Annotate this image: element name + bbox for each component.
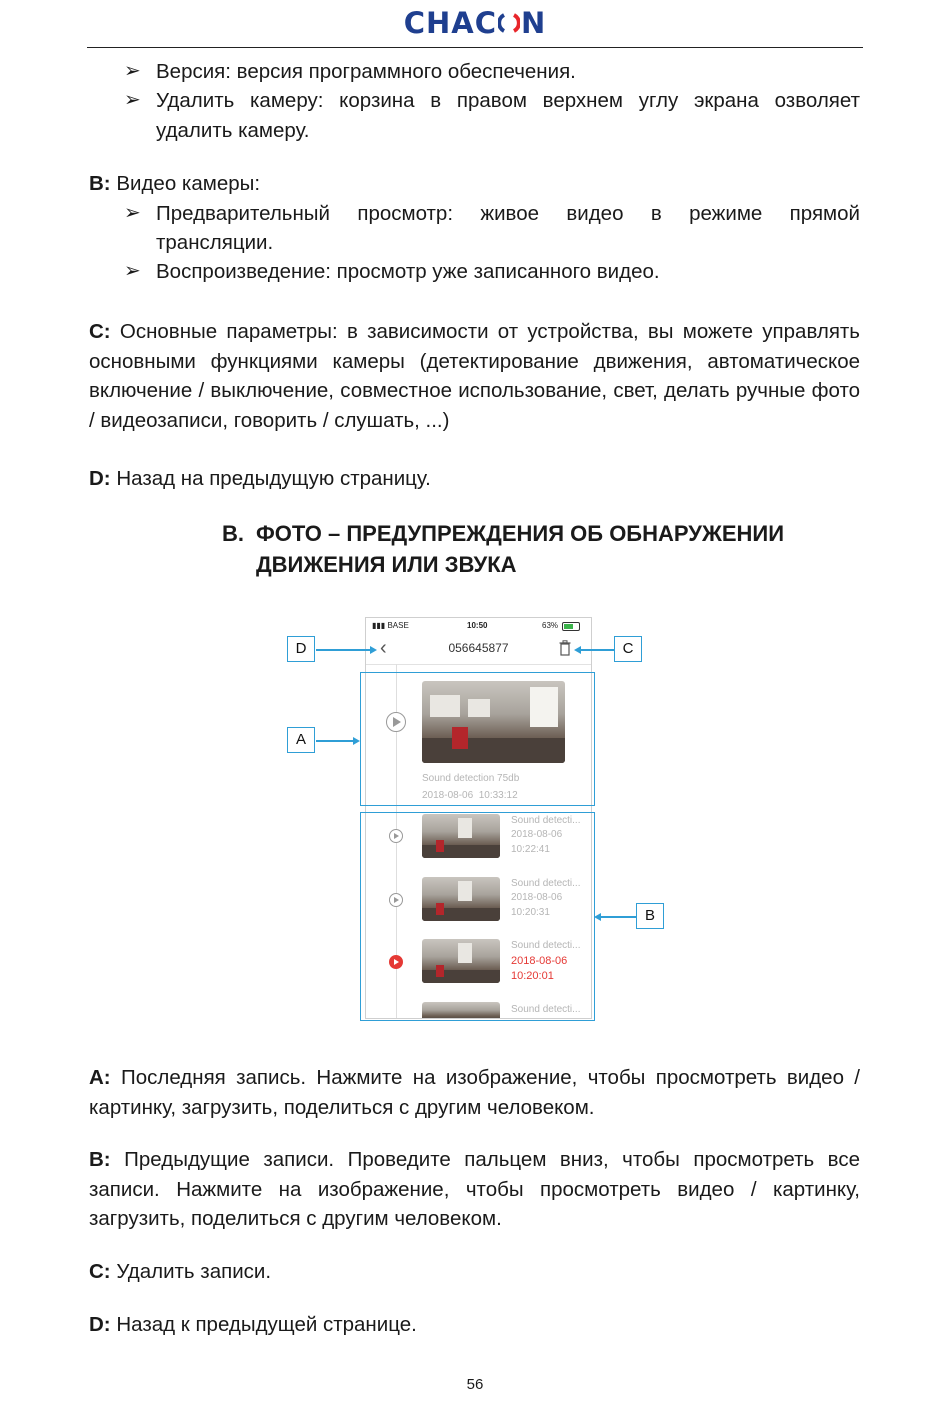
- back-chevron-icon[interactable]: ‹: [380, 637, 387, 659]
- camera-id-title: 056645877: [448, 641, 509, 655]
- status-bar: [366, 618, 591, 634]
- legend-d: [89, 1310, 417, 1340]
- chacon-logo: [0, 6, 950, 40]
- bullet-arrow-icon: ➢: [124, 89, 141, 111]
- legend-c-text: Удалить записи.: [116, 1260, 272, 1283]
- header-rule: [87, 47, 863, 48]
- legend-d-label: D:: [89, 1313, 111, 1336]
- record-label: Sound detecti...: [511, 878, 581, 889]
- legend-a: [89, 1063, 860, 1122]
- legend-a-text: Последняя запись. Нажмите на изображение, чтобы просмотреть видео / картинку, загрузить, поделиться с другим человеком.: [89, 1066, 860, 1119]
- bullet-delete-camera-line1: Удалить камеру: корзина в правом верхнем углу экрана озволяет: [156, 89, 860, 112]
- page-number: 56: [466, 1376, 484, 1393]
- arrow-right-icon: [370, 646, 377, 654]
- record-date: 2018-08-06: [511, 829, 563, 840]
- bullet-preview-line1: Предварительный просмотр: живое видео в режиме прямой: [156, 202, 860, 225]
- bullet-playback: Воспроизведение: просмотр уже записанного видео.: [156, 260, 660, 283]
- d-paragraph: [89, 464, 431, 494]
- phone-nav-bar: [366, 634, 591, 665]
- bullet-delete-camera-line2: удалить камеру.: [156, 119, 310, 142]
- legend-c: [89, 1257, 271, 1287]
- record-date-active: 2018-08-06: [511, 955, 568, 967]
- record-time: 10:22:41: [511, 844, 550, 855]
- c-paragraph-label: C:: [89, 320, 111, 343]
- record-label: Sound detecti...: [511, 815, 581, 826]
- callout-box-b: [360, 812, 595, 1021]
- status-battery-text: 63%: [542, 621, 559, 630]
- callout-line-c: [580, 649, 614, 651]
- video-section-label: B:: [89, 172, 111, 195]
- latest-record-label: Sound detection 75db: [422, 773, 520, 784]
- bullet-arrow-icon: ➢: [124, 260, 141, 282]
- record-time: 10:20:31: [511, 907, 550, 918]
- legend-d-text: Назад к предыдущей странице.: [116, 1313, 417, 1336]
- video-section-heading: [89, 169, 260, 199]
- callout-line-b: [600, 916, 636, 918]
- video-section-title: Видео камеры:: [116, 172, 261, 195]
- section-b-title: ФОТО – ПРЕДУПРЕЖДЕНИЯ ОБ ОБНАРУЖЕНИИ ДВИЖЕНИЯ ИЛИ ЗВУКА: [256, 521, 785, 577]
- bullet-arrow-icon: ➢: [124, 60, 141, 82]
- legend-c-label: C:: [89, 1260, 111, 1283]
- record-label: Sound detecti...: [511, 940, 581, 951]
- callout-label-d: D: [287, 636, 315, 662]
- bullet-arrow-icon: ➢: [124, 202, 141, 224]
- c-paragraph: [89, 317, 860, 435]
- c-paragraph-text: Основные параметры: в зависимости от устройства, вы можете управлять основными функциями камеры (детектирование движения, автоматическое включение / выключение, совместное использование, свет, делать ручные фото / видеозаписи, говорить / слушать, ...): [89, 320, 860, 432]
- legend-b-label: B:: [89, 1148, 111, 1171]
- arrow-left-icon: [574, 646, 581, 654]
- record-date: 2018-08-06: [511, 892, 563, 903]
- callout-label-c: C: [614, 636, 642, 662]
- arrow-right-icon: [353, 737, 360, 745]
- bullet-preview-line2: трансляции.: [156, 231, 274, 254]
- logo-ring-icon: [498, 10, 520, 36]
- callout-line-d: [316, 649, 371, 651]
- status-carrier: ▮▮▮ BASE: [372, 621, 409, 630]
- arrow-left-icon: [594, 913, 601, 921]
- record-label: Sound detecti...: [511, 1004, 581, 1015]
- logo-text-left: CHAC: [403, 6, 497, 40]
- section-b-letter: B.: [222, 521, 244, 546]
- callout-label-a: A: [287, 727, 315, 753]
- record-time-active: 10:20:01: [511, 970, 554, 982]
- logo-text-right: N: [521, 6, 547, 40]
- d-paragraph-label: D:: [89, 467, 111, 490]
- legend-a-label: A:: [89, 1066, 111, 1089]
- callout-box-a: [360, 672, 595, 806]
- legend-b-text: Предыдущие записи. Проведите пальцем вниз, чтобы просмотреть все записи. Нажмите на изображение, чтобы просмотреть видео / картинку, загрузить, поделиться с другим человеком.: [89, 1148, 860, 1230]
- trash-icon[interactable]: [559, 640, 571, 661]
- latest-record-datetime: 2018-08-06 10:33:12: [422, 790, 518, 801]
- legend-b: [89, 1145, 860, 1234]
- callout-line-a: [316, 740, 354, 742]
- status-time: 10:50: [467, 621, 488, 630]
- bullet-version: Версия: версия программного обеспечения.: [156, 60, 576, 83]
- battery-icon: [562, 622, 580, 631]
- callout-label-b: B: [636, 903, 664, 929]
- d-paragraph-text: Назад на предыдущую страницу.: [116, 467, 431, 490]
